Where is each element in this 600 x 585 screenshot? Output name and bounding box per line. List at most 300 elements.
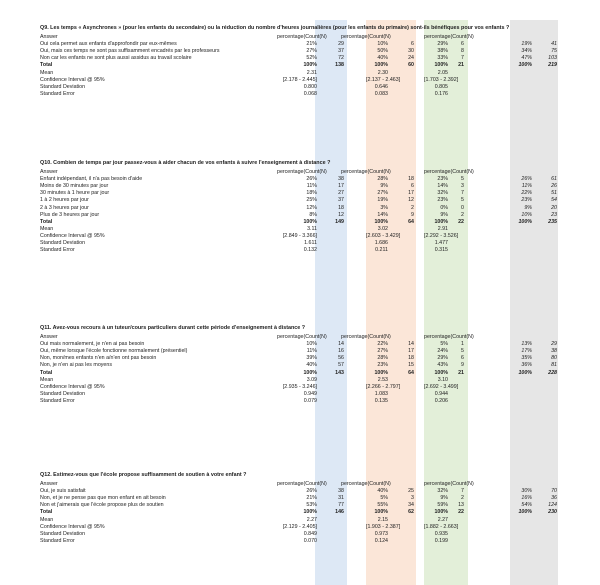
table-cell: 22% bbox=[377, 341, 388, 348]
table-cell: 64 bbox=[408, 369, 414, 376]
table-cell: 100% bbox=[374, 369, 388, 376]
table-cell: percentage(Count(N) bbox=[277, 34, 327, 40]
table-row bbox=[0, 391, 600, 398]
table-cell: 235 bbox=[548, 218, 557, 225]
table-cell: 0.800 bbox=[303, 83, 317, 90]
table-cell: 21 bbox=[458, 369, 464, 376]
table-cell: 29% bbox=[437, 41, 448, 48]
table-cell: 13 bbox=[458, 502, 464, 509]
table-cell: 37 bbox=[338, 197, 344, 204]
table-cell: percentage(Count(N) bbox=[424, 334, 474, 340]
table-cell: 100% bbox=[374, 509, 388, 516]
table-cell: 5% bbox=[380, 495, 388, 502]
table-cell: 0.973 bbox=[374, 530, 388, 537]
table-cell: 0% bbox=[440, 204, 448, 211]
table-row bbox=[0, 247, 600, 254]
table-cell: percentage(Count(N) bbox=[424, 34, 474, 40]
table-cell: 9 bbox=[411, 211, 414, 218]
table-cell: Oui, je suis satisfait bbox=[40, 488, 86, 495]
table-cell: 11% bbox=[306, 183, 317, 190]
table-cell: 17 bbox=[408, 190, 414, 197]
table-cell: 13% bbox=[521, 341, 532, 348]
table-cell: 12 bbox=[338, 211, 344, 218]
table-cell: percentage(Count(N) bbox=[277, 481, 327, 487]
table-cell: Mean bbox=[40, 225, 54, 232]
table-cell: 100% bbox=[434, 509, 448, 516]
table-cell: 2 bbox=[461, 495, 464, 502]
table-header-row bbox=[0, 169, 600, 176]
table-row bbox=[0, 226, 600, 233]
table-cell: Total bbox=[40, 509, 53, 516]
table-cell: 57 bbox=[338, 362, 344, 369]
table-cell: Standard Error bbox=[40, 247, 75, 254]
table-cell: 0.935 bbox=[434, 530, 448, 537]
table-cell: 51 bbox=[551, 190, 557, 197]
table-cell: 100% bbox=[434, 369, 448, 376]
table-cell: 100% bbox=[303, 62, 317, 69]
table-cell: Confidence Interval @ 95% bbox=[40, 523, 105, 530]
table-cell: Total bbox=[40, 218, 53, 225]
table-row bbox=[0, 370, 600, 377]
table-cell: 29 bbox=[551, 341, 557, 348]
table-cell: Plus de 3 heures par jour bbox=[40, 211, 100, 218]
table-cell: 50% bbox=[377, 48, 388, 55]
table-cell: percentage(Count(N) bbox=[424, 169, 474, 175]
table-cell: 54 bbox=[551, 197, 557, 204]
table-cell: Answer bbox=[40, 169, 58, 175]
table-cell: 100% bbox=[518, 62, 532, 69]
table-cell: 11% bbox=[521, 183, 532, 190]
table-cell: Mean bbox=[40, 376, 54, 383]
table-cell: 21% bbox=[306, 41, 317, 48]
table-cell: Enfant indépendant, il n'a pas besoin d'aide bbox=[40, 176, 143, 183]
table-cell: Non et j'aimerais que l'école propose plus de soutien bbox=[40, 502, 164, 509]
table-cell: [1.703 - 2.392] bbox=[424, 76, 459, 83]
table-cell: 36% bbox=[521, 362, 532, 369]
table-cell: [2.129 - 2.405] bbox=[282, 523, 317, 530]
table-cell: Oui, même lorsque l'école fonctionne normalement (présentiel) bbox=[40, 348, 188, 355]
table-cell: 55% bbox=[377, 502, 388, 509]
table-cell: 0.949 bbox=[303, 390, 317, 397]
table-cell: 2.30 bbox=[377, 69, 388, 76]
table-cell: percentage(Count(N) bbox=[341, 481, 391, 487]
table-cell: 0.206 bbox=[434, 397, 448, 404]
table-cell: Non, et je ne pense pas que mon enfant en ait besoin bbox=[40, 495, 166, 502]
table-cell: 5 bbox=[461, 348, 464, 355]
table-cell: 10% bbox=[521, 211, 532, 218]
table-cell: 12 bbox=[408, 197, 414, 204]
table-cell: 27 bbox=[338, 190, 344, 197]
table-cell: percentage(Count(N) bbox=[341, 334, 391, 340]
table-row bbox=[0, 240, 600, 247]
table-row bbox=[0, 197, 600, 204]
table-row bbox=[0, 348, 600, 355]
table-cell: 16% bbox=[521, 495, 532, 502]
table-cell: 23 bbox=[551, 211, 557, 218]
table-cell: 100% bbox=[303, 218, 317, 225]
table-cell: 230 bbox=[548, 509, 557, 516]
question-title: Q11. Avez-vous recours à un tuteur/cours particuliers durant cette période d'enseignement à distance ? bbox=[40, 325, 306, 331]
table-cell: 81 bbox=[551, 362, 557, 369]
table-cell: 21% bbox=[306, 495, 317, 502]
table-row bbox=[0, 41, 600, 48]
table-cell: Moins de 30 minutes par jour bbox=[40, 183, 109, 190]
table-cell: 100% bbox=[374, 62, 388, 69]
table-cell: 70 bbox=[551, 488, 557, 495]
table-cell: 100% bbox=[303, 509, 317, 516]
table-cell: 40% bbox=[377, 55, 388, 62]
table-row bbox=[0, 91, 600, 98]
table-cell: 0.070 bbox=[303, 537, 317, 544]
table-cell: 0.083 bbox=[374, 90, 388, 97]
table-cell: 2 bbox=[461, 211, 464, 218]
question-title: Q12. Estimez-vous que l'école propose suffisamment de soutien à votre enfant ? bbox=[40, 472, 247, 478]
table-cell: 18 bbox=[408, 355, 414, 362]
table-cell: 7 bbox=[461, 488, 464, 495]
table-cell: [2.849 - 3.366] bbox=[282, 232, 317, 239]
table-cell: 37 bbox=[338, 48, 344, 55]
table-cell: 0 bbox=[461, 204, 464, 211]
table-cell: 29 bbox=[338, 41, 344, 48]
table-cell: 9% bbox=[380, 183, 388, 190]
table-cell: 7 bbox=[461, 55, 464, 62]
table-cell: 54% bbox=[521, 502, 532, 509]
table-cell: 143 bbox=[335, 369, 344, 376]
table-cell: Confidence Interval @ 95% bbox=[40, 383, 105, 390]
table-cell: 100% bbox=[434, 62, 448, 69]
table-cell: Standard Error bbox=[40, 537, 75, 544]
table-cell: 38 bbox=[338, 176, 344, 183]
table-cell: Standard Deviation bbox=[40, 530, 86, 537]
table-cell: 6 bbox=[411, 183, 414, 190]
table-cell: percentage(Count(N) bbox=[277, 169, 327, 175]
table-cell: 0.646 bbox=[374, 83, 388, 90]
table-cell: percentage(Count(N) bbox=[277, 334, 327, 340]
table-cell: [2.692 - 3.499] bbox=[424, 383, 459, 390]
table-cell: 146 bbox=[335, 509, 344, 516]
table-cell: 228 bbox=[548, 369, 557, 376]
table-row bbox=[0, 233, 600, 240]
table-cell: percentage(Count(N) bbox=[424, 481, 474, 487]
table-cell: 24 bbox=[408, 55, 414, 62]
table-row bbox=[0, 495, 600, 502]
table-cell: 6 bbox=[461, 355, 464, 362]
table-cell: 3.11 bbox=[307, 225, 317, 232]
table-cell: 34% bbox=[521, 48, 532, 55]
table-row bbox=[0, 355, 600, 362]
table-cell: 30 bbox=[408, 48, 414, 55]
table-row bbox=[0, 488, 600, 495]
table-cell: 27% bbox=[377, 190, 388, 197]
table-cell: 38 bbox=[551, 348, 557, 355]
table-cell: 29% bbox=[437, 355, 448, 362]
table-header-row bbox=[0, 34, 600, 41]
table-cell: 80 bbox=[551, 355, 557, 362]
question-title: Q9. Les temps « Asynchrones » (pour les enfants du secondaire) ou la réduction du nombre d'heures journalières (pour les enfants du primaire) sont-ils bénéfiques pour vos enfants ? bbox=[40, 25, 510, 31]
table-cell: 3.02 bbox=[377, 225, 388, 232]
table-cell: 1 bbox=[461, 341, 464, 348]
table-cell: 62 bbox=[408, 509, 414, 516]
table-cell: 38% bbox=[437, 48, 448, 55]
table-row bbox=[0, 77, 600, 84]
table-cell: 1.686 bbox=[374, 240, 388, 246]
table-cell: 32% bbox=[437, 488, 448, 495]
table-cell: 6 bbox=[461, 41, 464, 48]
table-cell: 124 bbox=[548, 502, 557, 509]
table-cell: 103 bbox=[548, 55, 557, 62]
table-cell: [1.882 - 2.663] bbox=[424, 523, 459, 530]
table-cell: 56 bbox=[338, 355, 344, 362]
table-cell: [2.178 - 2.445] bbox=[282, 76, 317, 83]
table-cell: 19% bbox=[377, 197, 388, 204]
table-cell: 26% bbox=[306, 488, 317, 495]
table-cell: 9 bbox=[461, 362, 464, 369]
table-cell: 26% bbox=[521, 176, 532, 183]
table-row bbox=[0, 341, 600, 348]
table-cell: 5 bbox=[461, 197, 464, 204]
table-cell: 2.53 bbox=[377, 376, 388, 383]
table-cell: 20 bbox=[551, 204, 557, 211]
table-cell: 2.27 bbox=[306, 516, 317, 523]
table-cell: Standard Deviation bbox=[40, 83, 86, 90]
table-cell: Confidence Interval @ 95% bbox=[40, 232, 105, 239]
table-cell: 7 bbox=[461, 190, 464, 197]
table-cell: 3.09 bbox=[306, 376, 317, 383]
question-title: Q10. Combien de temps par jour passez-vous à aider chacun de vos enfants à suivre l'enseignement à distance ? bbox=[40, 160, 331, 166]
table-cell: Confidence Interval @ 95% bbox=[40, 76, 105, 83]
table-row bbox=[0, 212, 600, 219]
table-cell: 2.15 bbox=[377, 516, 388, 523]
table-cell: Answer bbox=[40, 481, 58, 487]
table-cell: 2.27 bbox=[437, 516, 448, 523]
table-cell: 14 bbox=[408, 341, 414, 348]
table-cell: 0.176 bbox=[434, 90, 448, 97]
table-cell: 31 bbox=[338, 495, 344, 502]
table-row bbox=[0, 538, 600, 545]
table-cell: 0.199 bbox=[434, 537, 448, 544]
table-cell: 0.315 bbox=[434, 247, 448, 254]
table-row bbox=[0, 384, 600, 391]
table-cell: 15 bbox=[408, 362, 414, 369]
table-cell: 0.124 bbox=[374, 537, 388, 544]
table-row bbox=[0, 190, 600, 197]
table-cell: 43% bbox=[437, 362, 448, 369]
table-cell: percentage(Count(N) bbox=[341, 34, 391, 40]
table-cell: 8% bbox=[309, 211, 317, 218]
table-cell: 1.083 bbox=[374, 390, 388, 397]
table-cell: 52% bbox=[306, 55, 317, 62]
table-cell: 9% bbox=[440, 211, 448, 218]
table-cell: 2.05 bbox=[437, 69, 448, 76]
table-row bbox=[0, 398, 600, 405]
table-cell: 0.805 bbox=[434, 83, 448, 90]
table-cell: Answer bbox=[40, 34, 58, 40]
table-cell: 27% bbox=[377, 348, 388, 355]
table-cell: 18 bbox=[408, 176, 414, 183]
table-row bbox=[0, 48, 600, 55]
table-cell: 25% bbox=[306, 197, 317, 204]
table-cell: 28% bbox=[377, 176, 388, 183]
table-cell: [2.935 - 3.246] bbox=[282, 383, 317, 390]
table-row bbox=[0, 176, 600, 183]
table-header-row bbox=[0, 481, 600, 488]
table-cell: 0.068 bbox=[303, 90, 317, 97]
table-cell: 26 bbox=[551, 183, 557, 190]
table-cell: Total bbox=[40, 62, 53, 69]
table-cell: 12% bbox=[306, 204, 317, 211]
table-cell: 24% bbox=[437, 348, 448, 355]
table-row bbox=[0, 219, 600, 226]
table-cell: 100% bbox=[518, 369, 532, 376]
table-cell: 61 bbox=[551, 176, 557, 183]
table-cell: 22 bbox=[458, 509, 464, 516]
table-cell: 47% bbox=[521, 55, 532, 62]
table-cell: 32% bbox=[437, 190, 448, 197]
table-cell: 72 bbox=[338, 55, 344, 62]
table-cell: 149 bbox=[335, 218, 344, 225]
table-cell: 3% bbox=[380, 204, 388, 211]
table-cell: 19% bbox=[521, 41, 532, 48]
table-cell: 100% bbox=[303, 369, 317, 376]
table-cell: 0.135 bbox=[374, 397, 388, 404]
table-cell: Non car les enfants ne sont plus aussi assidus au travail scolaire bbox=[40, 55, 192, 62]
table-cell: 23% bbox=[437, 197, 448, 204]
table-cell: Oui cela permet aux enfants d'approfondir par eux-mêmes bbox=[40, 41, 177, 48]
table-cell: Total bbox=[40, 369, 53, 376]
table-cell: [2.266 - 2.797] bbox=[366, 383, 401, 390]
table-row bbox=[0, 55, 600, 62]
table-cell: Answer bbox=[40, 334, 58, 340]
table-cell: 14% bbox=[437, 183, 448, 190]
table-cell: Standard Deviation bbox=[40, 390, 86, 397]
table-cell: 1.611 bbox=[304, 240, 317, 246]
table-cell: [2.603 - 3.429] bbox=[366, 232, 401, 239]
table-cell: 30 minutes à 1 heure par jour bbox=[40, 190, 110, 197]
table-cell: 40% bbox=[306, 362, 317, 369]
table-cell: 14 bbox=[338, 341, 344, 348]
table-cell: [1.903 - 2.387] bbox=[366, 523, 401, 530]
table-row bbox=[0, 205, 600, 212]
table-cell: Standard Deviation bbox=[40, 240, 86, 246]
table-cell: 8 bbox=[461, 48, 464, 55]
table-cell: 219 bbox=[548, 62, 557, 69]
table-cell: 75 bbox=[551, 48, 557, 55]
table-cell: Standard Error bbox=[40, 90, 75, 97]
table-cell: 100% bbox=[434, 218, 448, 225]
table-row bbox=[0, 62, 600, 69]
table-row bbox=[0, 362, 600, 369]
table-cell: 6 bbox=[411, 41, 414, 48]
table-cell: 0.849 bbox=[303, 530, 317, 537]
table-cell: Oui mais normalement, je n'en ai pas besoin bbox=[40, 341, 145, 348]
table-row bbox=[0, 502, 600, 509]
table-cell: Mean bbox=[40, 516, 54, 523]
table-cell: 16 bbox=[338, 348, 344, 355]
table-cell: 0.944 bbox=[434, 390, 448, 397]
table-cell: 10% bbox=[377, 41, 388, 48]
table-cell: 23% bbox=[521, 197, 532, 204]
table-cell: 26% bbox=[306, 176, 317, 183]
table-cell: Non, je n'en ai pas les moyens bbox=[40, 362, 112, 369]
table-cell: 10% bbox=[306, 341, 317, 348]
table-cell: 14% bbox=[377, 211, 388, 218]
table-row bbox=[0, 531, 600, 538]
table-cell: 53% bbox=[306, 502, 317, 509]
table-row bbox=[0, 524, 600, 531]
table-cell: 27% bbox=[306, 48, 317, 55]
table-cell: 9% bbox=[524, 204, 532, 211]
table-cell: 100% bbox=[518, 509, 532, 516]
table-cell: 21 bbox=[458, 62, 464, 69]
table-cell: Mean bbox=[40, 69, 54, 76]
table-cell: 1 à 2 heures par jour bbox=[40, 197, 89, 204]
table-cell: 138 bbox=[335, 62, 344, 69]
table-cell: percentage(Count(N) bbox=[341, 169, 391, 175]
table-cell: 59% bbox=[437, 502, 448, 509]
table-cell: [2.137 - 2.463] bbox=[366, 76, 401, 83]
table-cell: 100% bbox=[518, 218, 532, 225]
table-cell: 36 bbox=[551, 495, 557, 502]
table-row bbox=[0, 517, 600, 524]
table-cell: 23% bbox=[437, 176, 448, 183]
table-cell: 18 bbox=[338, 204, 344, 211]
table-cell: 5 bbox=[461, 176, 464, 183]
table-cell: 11% bbox=[306, 348, 317, 355]
table-cell: 22 bbox=[458, 218, 464, 225]
table-cell: 40% bbox=[377, 488, 388, 495]
table-cell: 3 bbox=[411, 495, 414, 502]
table-cell: 35% bbox=[521, 355, 532, 362]
table-cell: 77 bbox=[338, 502, 344, 509]
table-cell: 39% bbox=[306, 355, 317, 362]
table-row bbox=[0, 183, 600, 190]
table-row bbox=[0, 84, 600, 91]
table-cell: 23% bbox=[377, 362, 388, 369]
table-cell: 3 bbox=[461, 183, 464, 190]
table-cell: 18% bbox=[306, 190, 317, 197]
table-cell: 33% bbox=[437, 55, 448, 62]
table-cell: 25 bbox=[408, 488, 414, 495]
table-row bbox=[0, 509, 600, 516]
table-cell: 0.079 bbox=[303, 397, 317, 404]
table-cell: 2.31 bbox=[306, 69, 317, 76]
table-cell: 22% bbox=[521, 190, 532, 197]
table-cell: 0.132 bbox=[303, 247, 317, 254]
table-cell: 28% bbox=[377, 355, 388, 362]
table-cell: Oui, mais ces temps ne sont pas suffisamment encadrés par les professeurs bbox=[40, 48, 220, 55]
table-cell: 64 bbox=[408, 218, 414, 225]
table-cell: 5% bbox=[440, 341, 448, 348]
table-cell: 30% bbox=[521, 488, 532, 495]
table-cell: 17 bbox=[408, 348, 414, 355]
table-cell: 3.10 bbox=[437, 376, 448, 383]
table-cell: 2 bbox=[411, 204, 414, 211]
table-cell: 41 bbox=[551, 41, 557, 48]
table-cell: 0.211 bbox=[375, 247, 388, 254]
table-cell: 1.477 bbox=[434, 240, 448, 246]
table-row bbox=[0, 377, 600, 384]
table-cell: 2 à 3 heures par jour bbox=[40, 204, 89, 211]
table-cell: 38 bbox=[338, 488, 344, 495]
table-cell: 60 bbox=[408, 62, 414, 69]
table-cell: [2.292 - 3.526] bbox=[424, 232, 459, 239]
table-cell: 34 bbox=[408, 502, 414, 509]
table-cell: 17 bbox=[338, 183, 344, 190]
table-cell: Non, mon/mes enfants n'en a/n'en ont pas besoin bbox=[40, 355, 157, 362]
table-cell: Standard Error bbox=[40, 397, 75, 404]
table-cell: 2.91 bbox=[437, 225, 448, 232]
table-cell: 17% bbox=[521, 348, 532, 355]
